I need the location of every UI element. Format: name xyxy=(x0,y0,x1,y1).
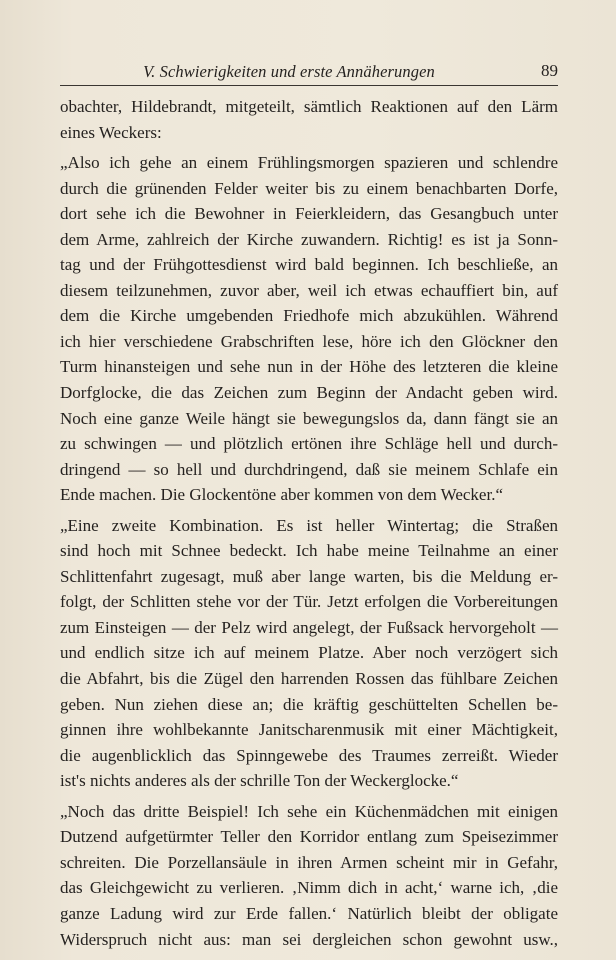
text-line: sind hoch mit Schnee bedeckt. Ich habe meine Teilnahme an einer xyxy=(60,541,558,561)
text-line: zum Einsteigen — der Pelz wird angelegt, der Fußsack hervorgeholt — xyxy=(60,617,558,637)
text-line: Turm hinansteigen und sehe nun in der Höhe des letzteren die kleine xyxy=(60,357,558,377)
text-line: eines Weckers: xyxy=(60,122,162,142)
text-line: geben. Nun ziehen diese an; die kräftig geschüttelten Schellen be- xyxy=(60,694,558,714)
text-line: diesem teilzunehmen, zuvor aber, weil ich etwas echauffiert bin, auf xyxy=(60,280,558,300)
paragraph xyxy=(60,150,558,508)
text-line: durch die grünenden Felder weiter bis zu einem benachbarten Dorfe, xyxy=(60,178,558,198)
text-line: dort sehe ich die Bewohner in Feierkleidern, das Gesangbuch unter xyxy=(60,204,558,224)
running-title: V. Schwierigkeiten und erste Annäherungen xyxy=(143,62,435,81)
text-line: „Noch das dritte Beispiel! Ich sehe ein Küchenmädchen mit einigen xyxy=(60,801,558,821)
text-line: dem die Kirche umgebenden Friedhofe mich abzukühlen. Während xyxy=(60,306,558,326)
text-line: dringend — so hell und durchdringend, daß sie meinem Schlafe ein xyxy=(60,459,558,479)
text-line: ginnen ihre wohlbekannte Janitscharenmusik mit einer Mächtigkeit, xyxy=(60,720,558,740)
paragraph xyxy=(60,94,558,145)
running-head xyxy=(60,58,558,84)
paragraph xyxy=(60,799,558,952)
text-line: zu schwingen — und plötzlich ertönen ihre Schläge hell und durch- xyxy=(60,434,558,454)
body-text xyxy=(60,94,558,952)
text-line: Ende machen. Die Glockentöne aber kommen von dem Wecker.“ xyxy=(60,485,503,505)
page-number: 89 xyxy=(541,61,558,80)
text-line: „Also ich gehe an einem Frühlingsmorgen spazieren und schlendre xyxy=(60,153,558,173)
text-line: Noch eine ganze Weile hängt sie bewegungslos da, dann fängt sie an xyxy=(60,408,558,428)
paragraph xyxy=(60,513,558,794)
text-line: „Eine zweite Kombination. Es ist heller Wintertag; die Straßen xyxy=(60,515,558,535)
text-line: obachter, Hildebrandt, mitgeteilt, sämtlich Reaktionen auf den Lärm xyxy=(60,97,558,116)
text-line: folgt, der Schlitten stehe vor der Tür. Jetzt erfolgen die Vorbereitungen xyxy=(60,592,558,612)
text-line: Schlittenfahrt zugesagt, muß aber lange warten, bis die Meldung er- xyxy=(60,566,558,586)
text-line: ganze Ladung wird zur Erde fallen.‘ Natürlich bleibt der obligate xyxy=(60,903,558,923)
header-rule xyxy=(60,85,558,86)
text-line: ist's nichts anderes als der schrille Ton der Weckerglocke.“ xyxy=(60,771,459,791)
text-line: tag und der Frühgottesdienst wird bald beginnen. Ich beschließe, an xyxy=(60,255,558,275)
text-line: ich hier verschiedene Grabschriften lese, höre ich den Glöckner den xyxy=(60,331,558,351)
text-line: die Abfahrt, bis die Zügel den harrenden Rossen das fühlbare Zeichen xyxy=(60,669,558,689)
text-line: schreiten. Die Porzellansäule in ihren Armen scheint mir in Gefahr, xyxy=(60,852,558,872)
text-line: Dutzend aufgetürmter Teller den Korridor entlang zum Speisezimmer xyxy=(60,827,558,847)
text-line: das Gleichgewicht zu verlieren. ‚Nimm dich in acht,‘ warne ich, ‚die xyxy=(60,878,558,898)
text-line: dem Arme, zahlreich der Kirche zuwandern. Richtig! es ist ja Sonn- xyxy=(60,229,558,249)
text-line: und endlich sitze ich auf meinem Platze. Aber noch verzögert sich xyxy=(60,643,558,663)
text-line: Widerspruch nicht aus: man sei dergleichen schon gewohnt usw., xyxy=(60,929,558,949)
text-line: Dorfglocke, die das Zeichen zum Beginn der Andacht geben wird. xyxy=(60,383,558,403)
text-line: die augenblicklich das Spinngewebe des Traumes zerreißt. Wieder xyxy=(60,745,558,765)
